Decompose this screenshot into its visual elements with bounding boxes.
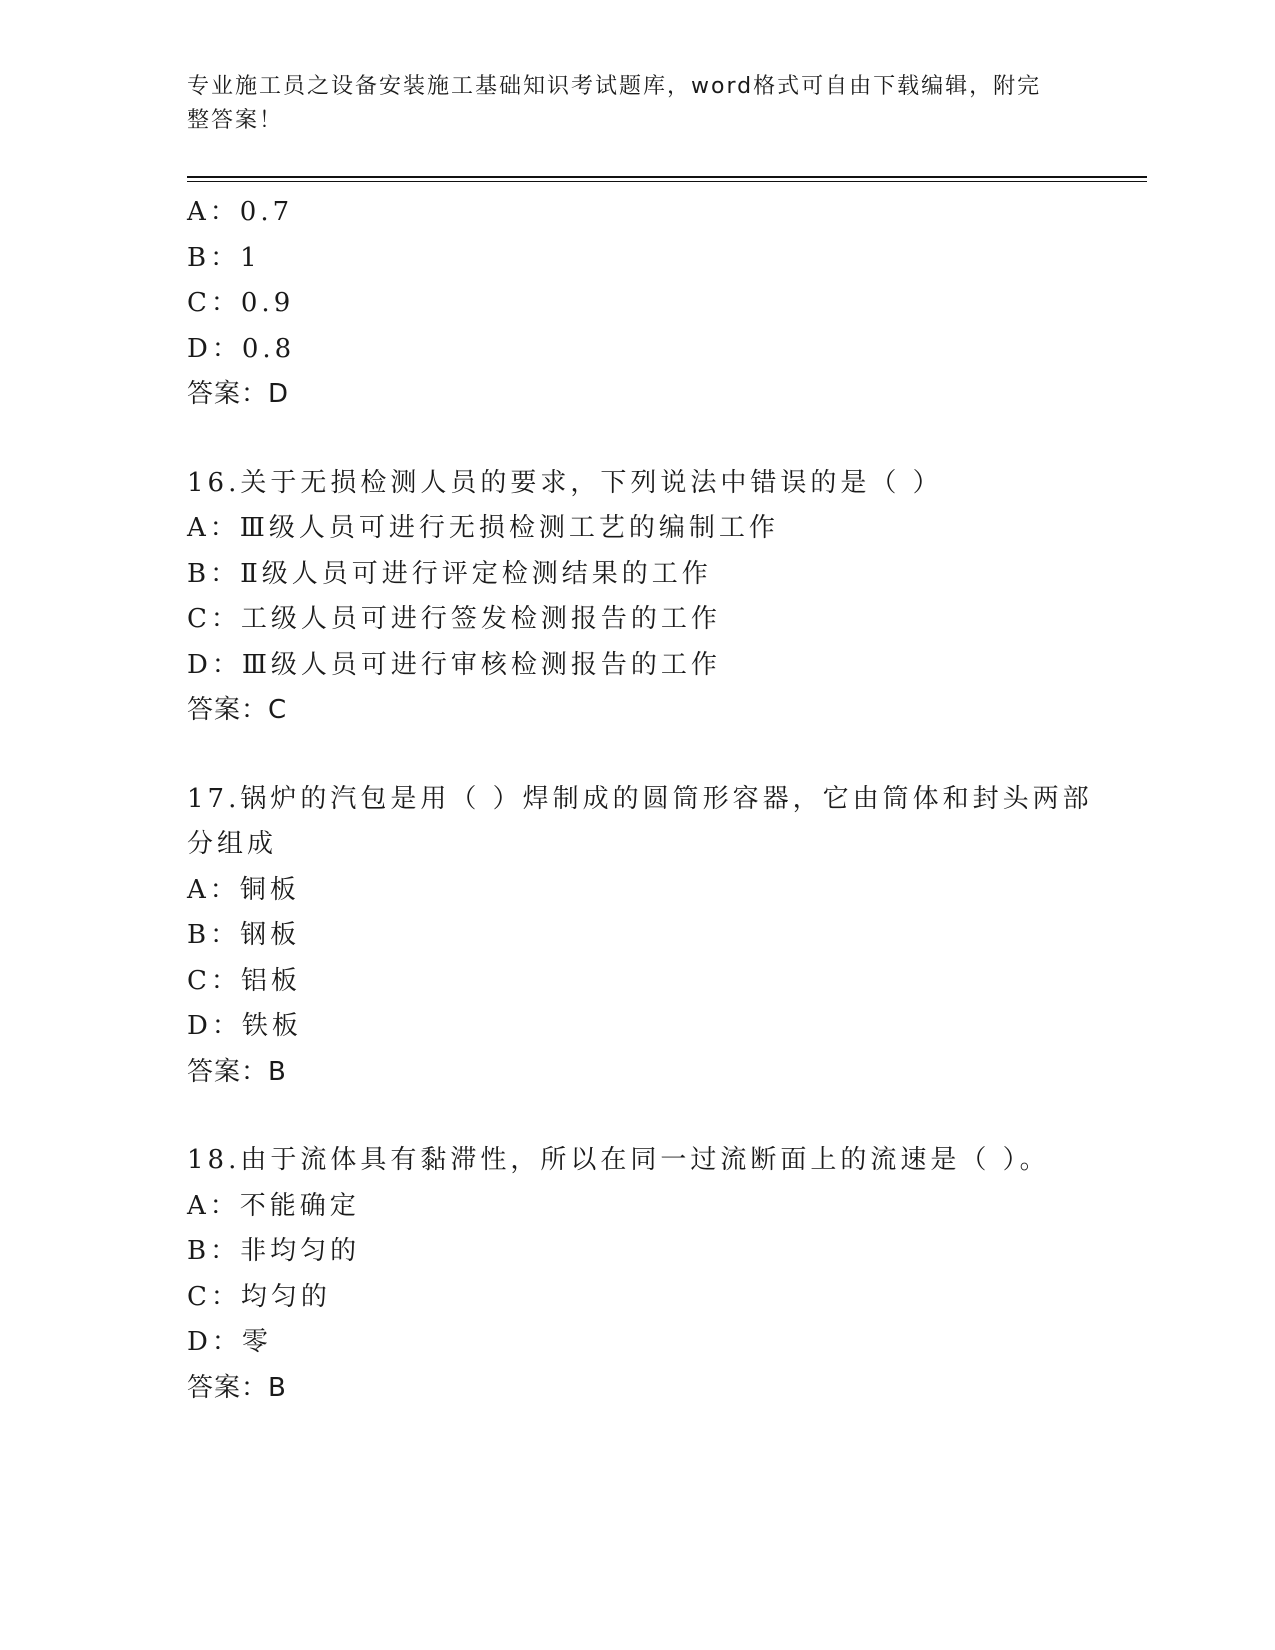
question-18	[187, 1138, 1147, 1411]
question-stem: 16.关于无损检测人员的要求，下列说法中错误的是（ ）	[187, 467, 943, 498]
question-stem: 18.由于流体具有黏滞性，所以在同一过流断面上的流速是（ ）。	[187, 1145, 1050, 1175]
option-d: D：Ⅲ级人员可进行审核检测报告的工作	[187, 649, 721, 680]
option-a: A：Ⅲ级人员可进行无损检测工艺的编制工作	[187, 513, 779, 543]
header-rule-thick	[187, 176, 1147, 178]
spacer	[187, 1095, 1147, 1138]
answer: 答案：C	[187, 695, 288, 725]
answer: 答案：B	[187, 1372, 287, 1403]
option-b: B：非均匀的	[187, 1236, 361, 1266]
option-a: A：铜板	[187, 874, 300, 905]
answer: 答案：D	[187, 379, 290, 409]
question-17	[187, 777, 1147, 1096]
option-b: B：1	[187, 242, 261, 273]
option-b: B：钢板	[187, 920, 301, 950]
question-stem-line-1: 17.锅炉的汽包是用（ ）焊制成的圆筒形容器，它由筒体和封头两部	[187, 783, 1093, 814]
header-rule-thin	[187, 181, 1147, 182]
spacer	[187, 734, 1147, 777]
option-c: C：均匀的	[187, 1281, 331, 1312]
question-stem-line-2: 分组成	[187, 829, 278, 859]
option-d: D：铁板	[187, 1011, 302, 1041]
option-a: A：0.7	[187, 197, 294, 227]
option-c: C：工级人员可进行签发检测报告的工作	[187, 604, 721, 634]
question-15	[187, 190, 1147, 418]
question-16	[187, 461, 1147, 734]
option-d: D：零	[187, 1327, 272, 1357]
option-c: C：铝板	[187, 965, 301, 996]
option-b: B：Ⅱ级人员可进行评定检测结果的工作	[187, 558, 712, 589]
spacer	[187, 418, 1147, 461]
header-line-1: 专业施工员之设备安装施工基础知识考试题库，word格式可自由下载编辑，附完	[187, 74, 1042, 99]
header-line-2: 整答案！	[187, 108, 284, 133]
option-c: C：0.9	[187, 288, 295, 318]
option-d: D：0.8	[187, 333, 296, 364]
question-list	[187, 190, 1147, 1411]
answer: 答案：B	[187, 1056, 287, 1087]
document-header	[187, 70, 1067, 138]
option-a: A：不能确定	[187, 1190, 360, 1221]
